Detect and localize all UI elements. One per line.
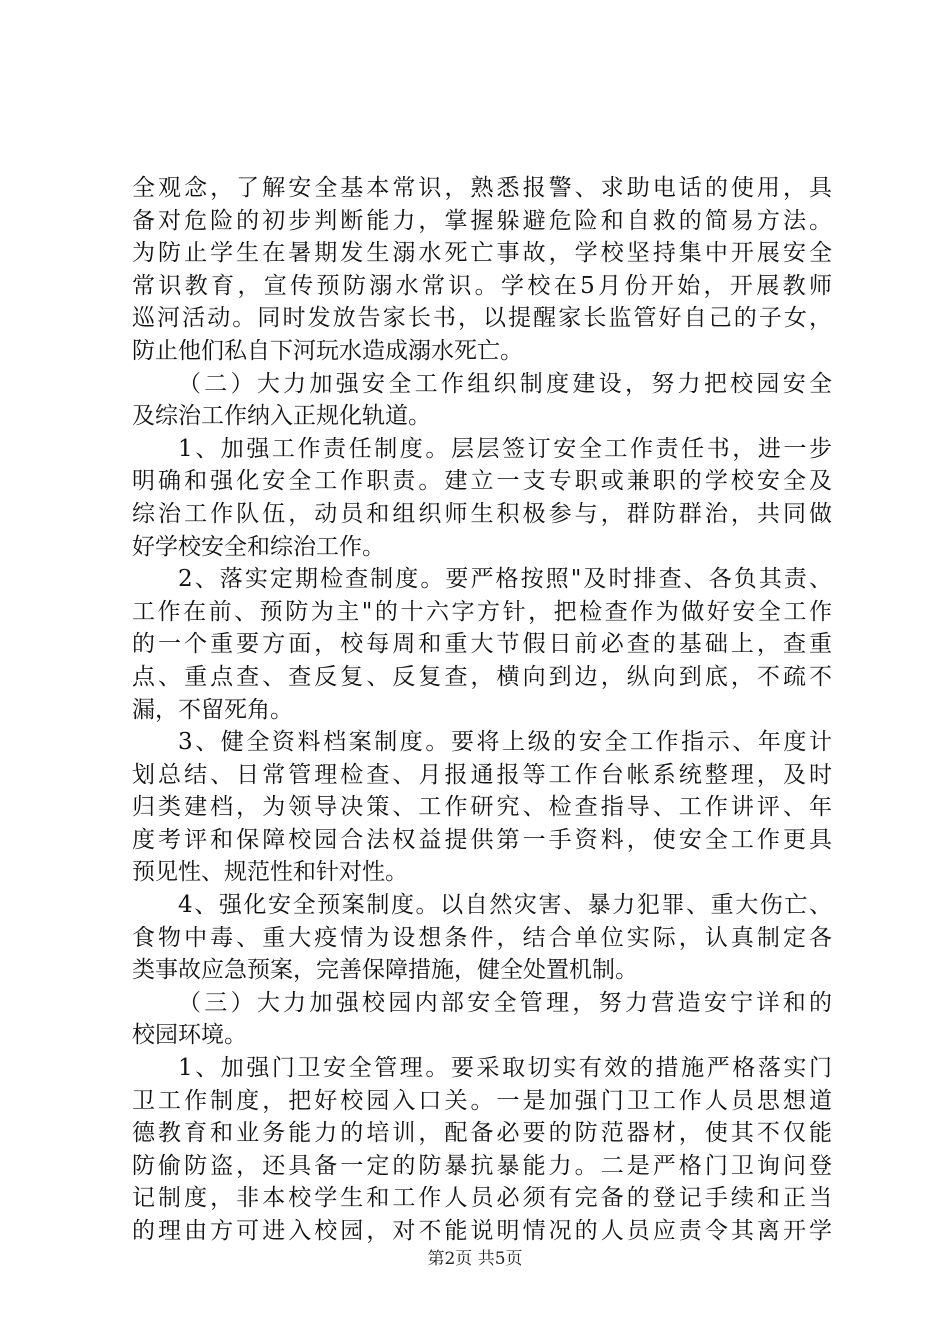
text-line: 常识教育，宣传预防溺水常识。学校在5月份开始，开展教师: [132, 272, 832, 299]
text-line: 巡河活动。同时发放告家长书，以提醒家长监管好自己的子女，: [132, 305, 832, 332]
section-heading-line: 校园环境。: [132, 1022, 247, 1049]
text-line: 漏，不留死角。: [132, 696, 293, 723]
text-line: 工作在前、预防为主"的十六字方针，把检查作为做好安全工作: [132, 598, 832, 625]
text-line: 全观念，了解安全基本常识，熟悉报警、求助电话的使用，具: [132, 175, 832, 201]
section-heading-line: （二）大力加强安全工作组织制度建设，努力把校园安全: [178, 370, 832, 397]
text-line: 1、加强门卫安全管理。要采取切实有效的措施严格落实门: [178, 1055, 832, 1082]
text-line: 的理由方可进入校园，对不能说明情况的人员应责令其离开学: [132, 1218, 832, 1244]
text-line: 好学校安全和综治工作。: [132, 533, 385, 560]
text-line: 4、强化安全预案制度。以自然灾害、暴力犯罪、重大伤亡、: [178, 892, 832, 919]
text-line: 综治工作队伍，动员和组织师生积极参与，群防群治，共同做: [132, 500, 832, 527]
text-line: 点、重点查、查反复、反复查，横向到边，纵向到底，不疏不: [132, 663, 832, 690]
text-line: 类事故应急预案，完善保障措施，健全处置机制。: [132, 957, 638, 984]
text-line: 2、落实定期检查制度。要严格按照"及时排查、各负其责、: [178, 566, 832, 593]
text-line: 1、加强工作责任制度。层层签订安全工作责任书，进一步: [178, 435, 832, 462]
section-heading-line: （三）大力加强校园内部安全管理，努力营造安宁详和的: [178, 989, 832, 1016]
text-line: 明确和强化安全工作职责。建立一支专职或兼职的学校安全及: [132, 468, 832, 495]
document-body: [132, 172, 832, 1248]
text-line: 食物中毒、重大疫情为设想条件，结合单位实际，认真制定各: [132, 924, 832, 951]
text-line: 防偷防盗，还具备一定的防暴抗暴能力。二是严格门卫询问登: [132, 1152, 832, 1179]
text-line: 为防止学生在暑期发生溺水死亡事故，学校坚持集中开展安全: [132, 240, 832, 267]
text-line: 记制度，非本校学生和工作人员必须有完备的登记手续和正当: [132, 1185, 832, 1212]
section-heading-line: 及综治工作纳入正规化轨道。: [132, 403, 431, 430]
text-line: 防止他们私自下河玩水造成溺水死亡。: [132, 337, 523, 364]
text-line: 德教育和业务能力的培训，配备必要的防范器材，使其不仅能: [132, 1120, 832, 1147]
text-line: 归类建档，为领导决策、工作研究、检查指导、工作讲评、年: [132, 794, 832, 821]
text-line: 备对危险的初步判断能力，掌握躲避危险和自救的简易方法。: [132, 207, 832, 234]
page-number-footer: 第2页 共5页: [427, 1249, 523, 1269]
text-line: 卫工作制度，把好校园入口关。一是加强门卫工作人员思想道: [132, 1087, 832, 1114]
text-line: 3、健全资料档案制度。要将上级的安全工作指示、年度计: [178, 729, 832, 756]
text-line: 划总结、日常管理检查、月报通报等工作台帐系统整理，及时: [132, 761, 832, 788]
text-line: 度考评和保障校园合法权益提供第一手资料，使安全工作更具: [132, 826, 832, 853]
text-line: 的一个重要方面，校每周和重大节假日前必查的基础上，查重: [132, 631, 832, 658]
text-line: 预见性、规范性和针对性。: [132, 859, 408, 886]
